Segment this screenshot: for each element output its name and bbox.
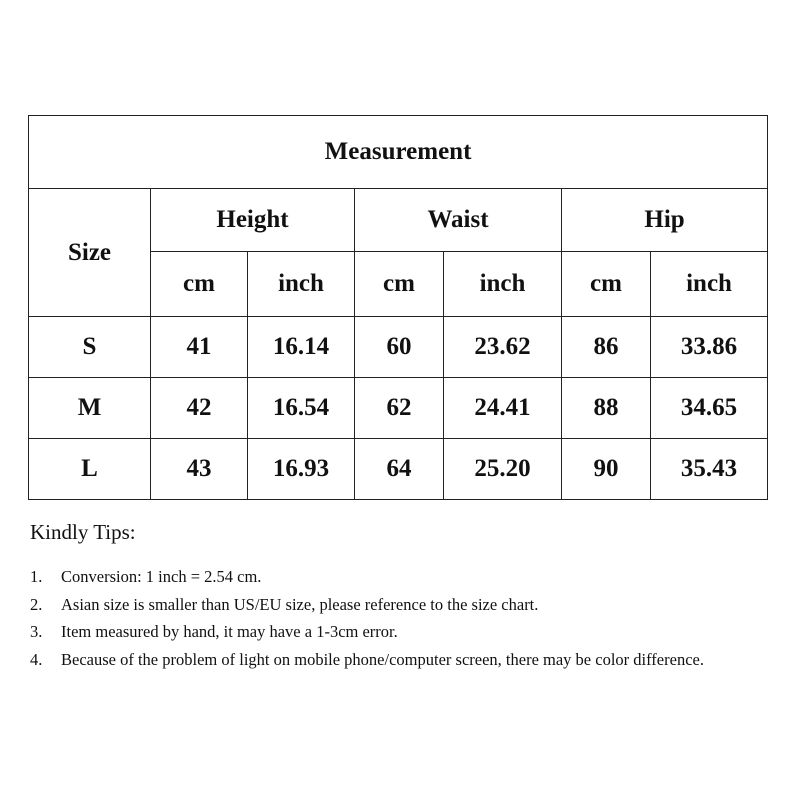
table-cell: 88 [562, 378, 651, 439]
list-item-number: 2. [30, 594, 43, 614]
size-column-header: Size [29, 189, 151, 317]
table-cell: 60 [355, 317, 444, 378]
list-item-number: 4. [30, 649, 43, 669]
table-title: Measurement [29, 116, 768, 189]
table-cell: 33.86 [651, 317, 768, 378]
list-item-text: Because of the problem of light on mobile phone/computer screen, there may be color difference. [61, 649, 704, 669]
list-item-text: Asian size is smaller than US/EU size, please reference to the size chart. [61, 594, 539, 614]
unit-header: cm [355, 252, 444, 317]
list-item [30, 591, 770, 619]
table-cell: 90 [562, 439, 651, 500]
size-label: S [29, 317, 151, 378]
table-cell: 86 [562, 317, 651, 378]
table-cell: 42 [151, 378, 248, 439]
table-cell: 41 [151, 317, 248, 378]
size-chart-table [28, 115, 768, 500]
unit-header: inch [651, 252, 768, 317]
table-cell: 16.14 [248, 317, 355, 378]
unit-header: cm [562, 252, 651, 317]
list-item-text: Item measured by hand, it may have a 1-3cm error. [61, 622, 398, 641]
table-cell: 43 [151, 439, 248, 500]
unit-header: inch [248, 252, 355, 317]
list-item-text: Conversion: 1 inch = 2.54 cm. [61, 567, 262, 586]
table-row [29, 317, 768, 378]
table-cell: 64 [355, 439, 444, 500]
table-cell: 25.20 [444, 439, 562, 500]
tips-list [30, 563, 770, 673]
hip-group-header: Hip [562, 189, 768, 252]
table-cell: 23.62 [444, 317, 562, 378]
size-label: L [29, 439, 151, 500]
table-cell: 16.54 [248, 378, 355, 439]
table-cell: 16.93 [248, 439, 355, 500]
height-group-header: Height [151, 189, 355, 252]
list-item [30, 563, 770, 591]
list-item-number: 1. [30, 567, 43, 586]
list-item [30, 618, 770, 646]
table-row [29, 439, 768, 500]
tips-heading: Kindly Tips: [30, 520, 136, 544]
unit-header: cm [151, 252, 248, 317]
table-row [29, 378, 768, 439]
table-cell: 35.43 [651, 439, 768, 500]
kindly-tips [30, 520, 770, 673]
waist-group-header: Waist [355, 189, 562, 252]
table-cell: 24.41 [444, 378, 562, 439]
unit-header: inch [444, 252, 562, 317]
table-cell: 34.65 [651, 378, 768, 439]
list-item [30, 646, 770, 674]
list-item-number: 3. [30, 622, 43, 641]
size-label: M [29, 378, 151, 439]
table-cell: 62 [355, 378, 444, 439]
